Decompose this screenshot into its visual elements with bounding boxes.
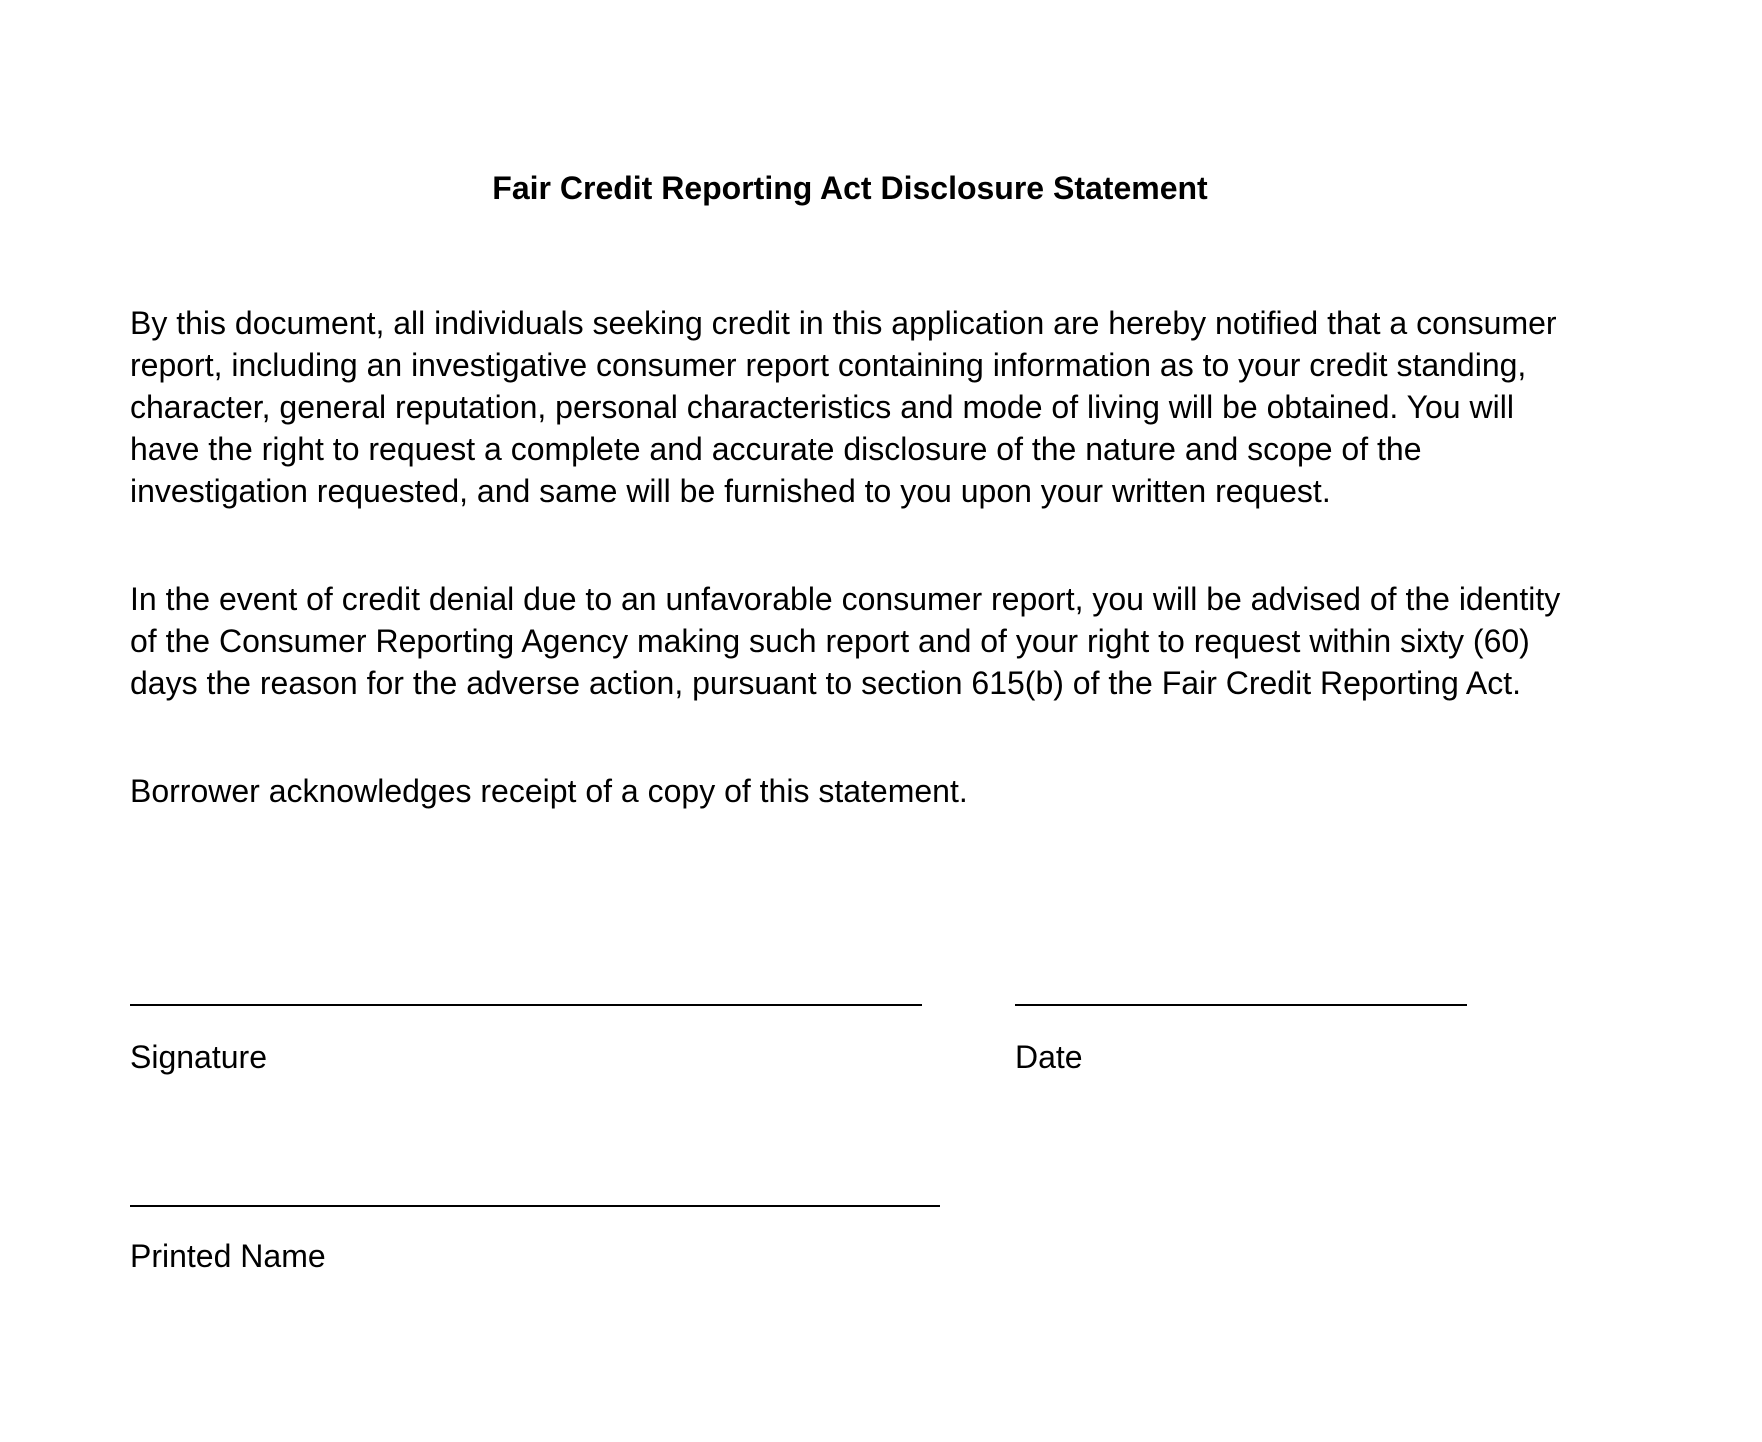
acknowledgement-paragraph: Borrower acknowledges receipt of a copy of this statement. [130, 773, 968, 809]
date-label: Date [1015, 1039, 1083, 1075]
disclosure-paragraph-1: By this document, all individuals seeking credit in this application are hereby notified that a consumer report, including an investigative consumer report containing information as to your credit standing, character, general reputation, personal characteristics and mode of living will be obtained. You will have the right to request a complete and accurate disclosure of the nature and scope of the investigation requested, and same will be furnished to you upon your written request. [130, 305, 1557, 509]
signature-label: Signature [130, 1039, 267, 1075]
date-line[interactable] [1015, 1004, 1467, 1006]
disclosure-paragraph-2: In the event of credit denial due to an unfavorable consumer report, you will be advised of the identity of the Consumer Reporting Agency making such report and of your right to request within sixty (60) days the reason for the adverse action, pursuant to section 615(b) of the Fair Credit Reporting Act. [130, 581, 1561, 701]
signature-line[interactable] [130, 1004, 922, 1006]
document-title: Fair Credit Reporting Act Disclosure Statement [492, 170, 1208, 206]
printed-name-line[interactable] [130, 1205, 940, 1207]
printed-name-label: Printed Name [130, 1238, 326, 1274]
